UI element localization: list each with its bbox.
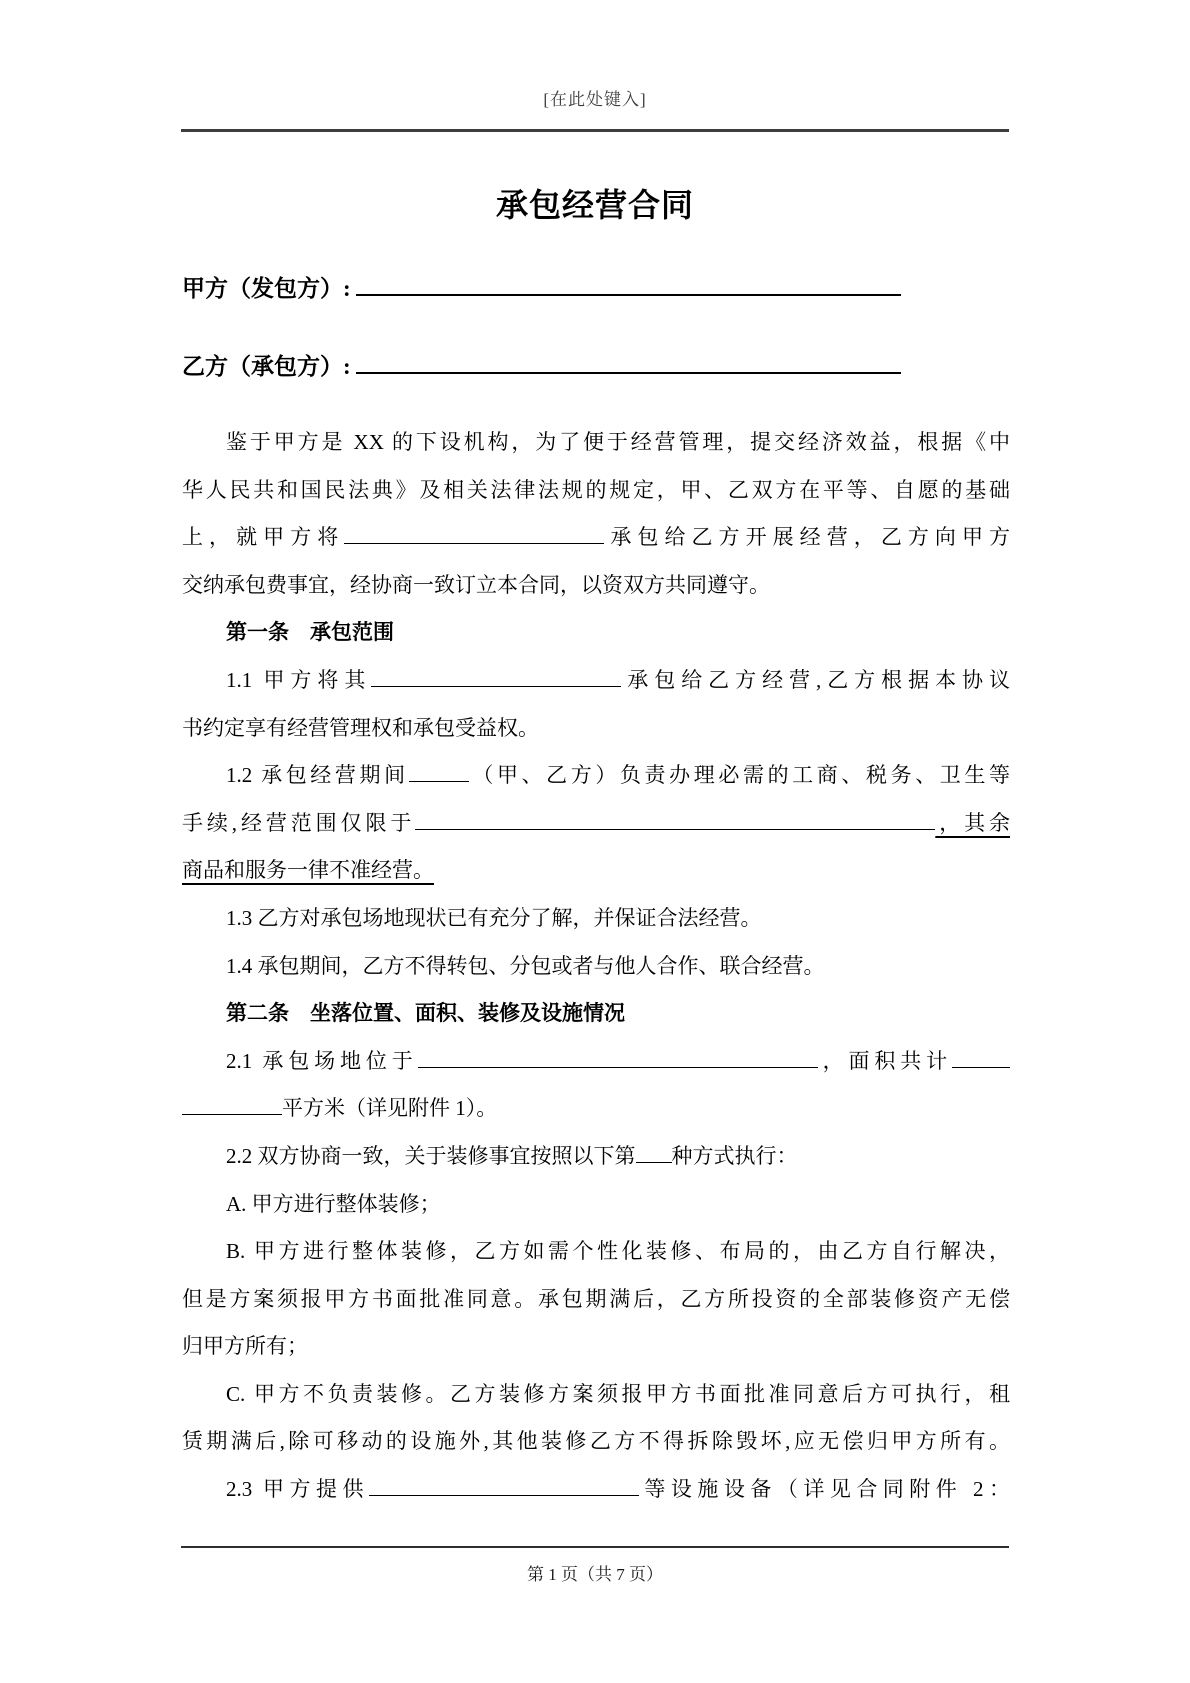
text-segment: 1.3 乙方对承包场地现状已有充分了解，并保证合法经营。 xyxy=(226,905,762,930)
text-segment: 归甲方所有； xyxy=(182,1334,308,1359)
text-segment: （甲、乙方）负责办理必需的工商、税务、卫生等 xyxy=(468,763,1011,788)
party-a-row xyxy=(182,270,1010,302)
text-segment: 2.3 甲方提供 xyxy=(226,1477,369,1502)
text-segment: 第一条 承包范围 xyxy=(226,620,394,645)
body-line xyxy=(182,514,1010,562)
body-line xyxy=(182,1228,1010,1276)
body-line xyxy=(182,1418,1010,1466)
text-segment: B. 甲方进行整体装修，乙方如需个性化装修、布局的，由乙方自行解决， xyxy=(226,1239,1010,1264)
header-rule xyxy=(181,129,1009,132)
section-heading xyxy=(182,990,1010,1038)
body-line xyxy=(182,1038,1010,1086)
text-segment: A. 甲方进行整体装修； xyxy=(226,1191,441,1216)
body-line xyxy=(182,1371,1010,1419)
party-a-blank-field[interactable] xyxy=(356,289,901,296)
text-segment: 1.2 承包经营期间 xyxy=(226,763,409,788)
header-placeholder-text[interactable]: [在此处键入] xyxy=(543,90,647,109)
text-segment: 手续,经营范围仅限于 xyxy=(182,810,416,835)
underlined-text: ，其余 xyxy=(935,810,1011,835)
blank-field[interactable] xyxy=(636,1158,672,1163)
body-line xyxy=(182,467,1010,515)
party-b-blank-field[interactable] xyxy=(356,367,901,374)
text-segment: 赁期满后,除可移动的设施外,其他装修乙方不得拆除毁坏,应无偿归甲方所有。 xyxy=(182,1429,1010,1454)
text-segment: 承包给乙方开展经营，乙方向甲方 xyxy=(604,525,1011,550)
party-b-row xyxy=(182,348,1010,380)
body-line xyxy=(182,800,1010,848)
contract-body xyxy=(182,419,1010,1514)
body-line xyxy=(182,705,1010,753)
text-segment: 书约定享有经营管理权和承包受益权。 xyxy=(182,715,539,740)
body-line xyxy=(182,657,1010,705)
text-segment: 鉴于甲方是 XX 的下设机构，为了便于经营管理，提交经济效益，根据《中 xyxy=(226,430,1010,454)
text-segment: 2.2 双方协商一致，关于装修事宜按照以下第 xyxy=(226,1143,636,1168)
text-segment: 平方米（详见附件 1）。 xyxy=(282,1096,498,1121)
body-line xyxy=(182,1181,1010,1229)
blank-field[interactable] xyxy=(369,1491,639,1496)
body-line xyxy=(182,1323,1010,1371)
blank-field[interactable] xyxy=(344,539,604,544)
text-segment: 但是方案须报甲方书面批准同意。承包期满后，乙方所投资的全部装修资产无偿 xyxy=(182,1286,1010,1311)
text-segment: 交纳承包费事宜，经协商一致订立本合同，以资双方共同遵守。 xyxy=(182,572,770,597)
party-a-label: 甲方（发包方）: xyxy=(182,276,351,301)
footer-rule xyxy=(181,1546,1009,1548)
body-line xyxy=(182,943,1010,991)
text-segment: 种方式执行： xyxy=(671,1143,798,1168)
body-line xyxy=(182,1276,1010,1324)
text-segment: 华人民共和国民法典》及相关法律法规的规定，甲、乙双方在平等、自愿的基础 xyxy=(182,477,1010,502)
text-segment: 等设施设备（详见合同附件 2： xyxy=(638,1477,1010,1502)
blank-field[interactable] xyxy=(182,1110,282,1115)
blank-field[interactable] xyxy=(418,1063,818,1068)
text-segment: 上，就甲方将 xyxy=(182,525,345,550)
text-segment: ，面积共计 xyxy=(817,1048,953,1073)
body-line xyxy=(182,1466,1010,1514)
body-line xyxy=(182,752,1010,800)
body-line xyxy=(182,419,1010,467)
text-segment: 第二条 坐落位置、面积、装修及设施情况 xyxy=(226,1001,625,1026)
text-segment: 2.1 承包场地位于 xyxy=(226,1048,418,1073)
text-segment: 1.1 甲方将其 xyxy=(226,667,372,692)
blank-field[interactable] xyxy=(371,682,621,687)
text-segment: C. 甲方不负责装修。乙方装修方案须报甲方书面批准同意后方可执行，租 xyxy=(226,1381,1010,1406)
underlined-text: 商品和服务一律不准经营。 xyxy=(182,858,434,883)
text-segment: 1.4 承包期间，乙方不得转包、分包或者与他人合作、联合经营。 xyxy=(226,953,825,978)
text-segment: 承包给乙方经营,乙方根据本协议 xyxy=(621,667,1010,692)
body-line xyxy=(182,1133,1010,1181)
blank-field[interactable] xyxy=(952,1063,1010,1068)
body-line xyxy=(182,1085,1010,1133)
document-title: 承包经营合同 xyxy=(495,187,694,223)
body-line xyxy=(182,895,1010,943)
blank-field[interactable] xyxy=(409,777,469,782)
body-line xyxy=(182,847,1010,895)
body-line xyxy=(182,562,1010,610)
blank-field[interactable] xyxy=(415,825,935,830)
section-heading xyxy=(182,609,1010,657)
party-b-label: 乙方（承包方）: xyxy=(182,354,351,379)
footer-page-number: 第 1 页（共 7 页） xyxy=(527,1565,663,1584)
